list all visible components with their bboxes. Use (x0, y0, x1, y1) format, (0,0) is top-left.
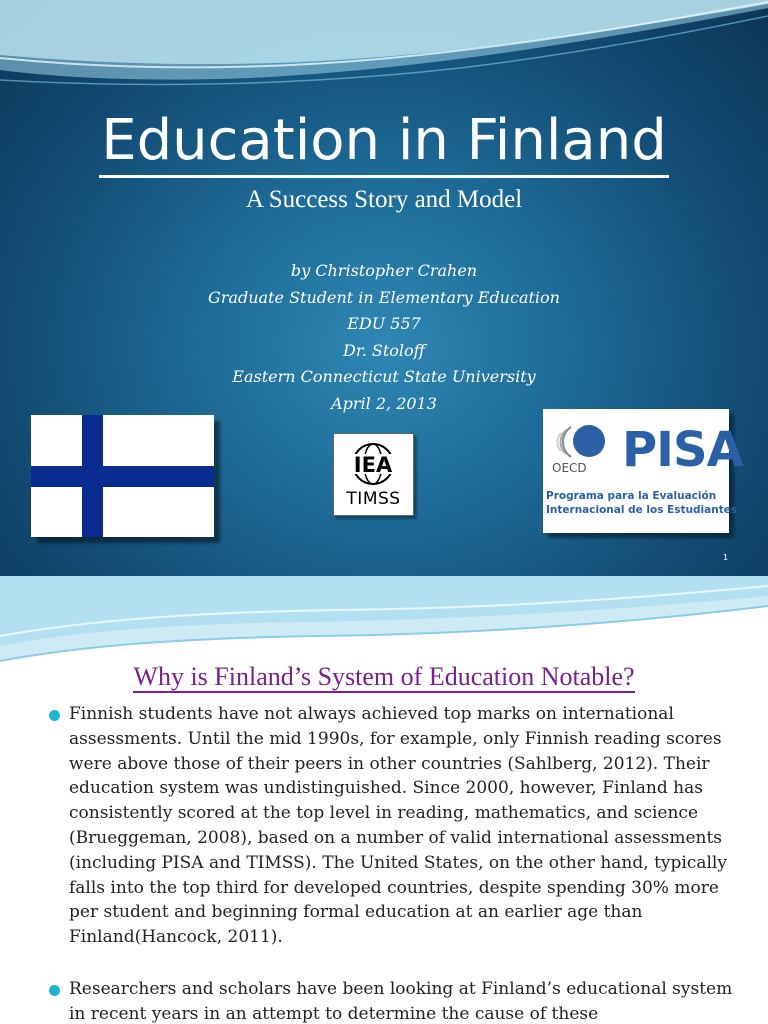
byline-author: by Christopher Crahen (290, 261, 478, 280)
list-item: Finnish students have not always achieved top marks on international assessments. Until the mid 1990s, for example, only Finnish reading scores were above those of their peers in other countries (Sahlberg, 2012). Their education system was undistinguished. Since 2000, however, Finland has consistently scored at the top level in reading, mathematics, and science (Brueggeman, 2008), based on a number of valid international assessments (including PISA and TIMSS). The United States, on the other hand, typically falls into the top third for developed countries, despite spending 30% more per student and beginning formal education at an earlier age than Finland(Hancock, 2011). (47, 702, 737, 950)
finland-flag-image (31, 415, 214, 537)
bullet-list (47, 702, 737, 1024)
content-slide (0, 576, 768, 1024)
oecd-emblem-icon (553, 423, 613, 463)
top-wave-decoration (0, 0, 768, 110)
pisa-tagline: Programa para la Evaluación Internacional de los Estudiantes (546, 490, 738, 516)
byline-university: Eastern Connecticut State University (232, 367, 536, 387)
top-wave-decoration (0, 576, 768, 666)
iea-globe-icon (343, 440, 403, 488)
bullet-icon (49, 710, 60, 721)
svg-text:IEA: IEA (353, 453, 393, 477)
byline-instructor: Dr. Stoloff (343, 340, 425, 360)
timss-label: TIMSS (346, 489, 401, 509)
slide-heading: Why is Finland’s System of Education Notable? (133, 662, 635, 691)
iea-timss-logo (333, 433, 414, 516)
bullet-icon (49, 985, 60, 996)
byline-course: EDU 557 (347, 314, 421, 334)
byline (0, 258, 768, 418)
pisa-wordmark: PISA (622, 422, 743, 478)
byline-role: Graduate Student in Elementary Education (208, 287, 560, 307)
byline-date: April 2, 2013 (331, 393, 437, 413)
list-item: Researchers and scholars have been looking at Finland’s educational system in recent years in an attempt to determine the cause of these (47, 977, 737, 1024)
page-number: 1 (723, 553, 729, 562)
oecd-label: OECD (552, 461, 587, 475)
oecd-pisa-logo (543, 409, 743, 533)
slide-title: Education in Finland (0, 108, 768, 173)
slide-subtitle: A Success Story and Model (245, 186, 523, 213)
